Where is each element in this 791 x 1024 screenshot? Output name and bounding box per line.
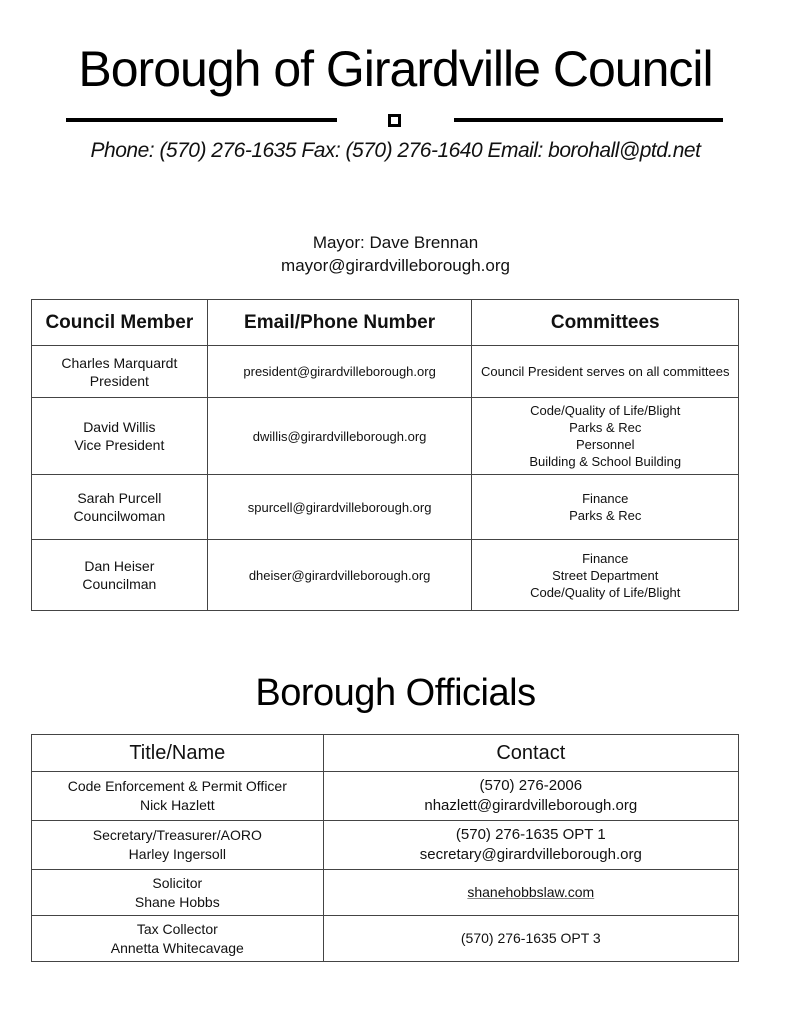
official-title: Code Enforcement & Permit Officer — [67, 778, 287, 794]
member-cell — [32, 475, 208, 540]
page-title: Borough of Girardville Council — [78, 41, 713, 97]
table-header-row — [32, 300, 739, 346]
table-row — [32, 870, 739, 916]
committees-cell — [472, 398, 739, 475]
committee: Finance — [582, 491, 629, 506]
mayor-email[interactable]: mayor@girardvilleborough.org — [281, 256, 510, 275]
official-name: Harley Ingersoll — [128, 846, 226, 862]
committee: Council President serves on all committees — [480, 364, 730, 379]
mayor-label: Mayor: Dave Brennan — [312, 233, 479, 252]
official-name: Annetta Whitecavage — [110, 939, 244, 956]
table-header-row — [32, 735, 739, 772]
member-cell — [32, 540, 208, 611]
member-role: Councilwoman — [73, 508, 166, 524]
committee: Code/Quality of Life/Blight — [530, 403, 681, 418]
contact-cell — [323, 772, 738, 821]
official-cell — [32, 821, 324, 870]
table-row — [32, 821, 739, 870]
column-header: Email/Phone Number — [207, 300, 472, 346]
member-cell — [32, 398, 208, 475]
column-header: Contact — [323, 735, 738, 772]
committee: Finance — [582, 550, 629, 566]
member-name: David Willis — [83, 419, 156, 435]
official-phone: (570) 276-2006 — [479, 777, 583, 794]
member-email[interactable]: dheiser@girardvilleborough.org — [207, 540, 472, 611]
member-name: Dan Heiser — [84, 558, 155, 574]
table-row — [32, 475, 739, 540]
contact-line: Phone: (570) 276-1635 Fax: (570) 276-1640 Email: borohall@ptd.net — [90, 139, 701, 162]
official-email[interactable]: secretary@girardvilleborough.org — [419, 846, 642, 863]
mayor-block — [0, 231, 791, 277]
member-name: Charles Marquardt — [61, 354, 178, 371]
contact-cell — [323, 821, 738, 870]
official-cell — [32, 870, 324, 916]
committee: Code/Quality of Life/Blight — [530, 584, 681, 600]
divider-left — [66, 118, 337, 122]
member-role: Councilman — [82, 576, 157, 592]
member-email[interactable]: dwillis@girardvilleborough.org — [207, 398, 472, 475]
member-name: Sarah Purcell — [77, 490, 162, 506]
column-header: Title/Name — [32, 735, 324, 772]
contact-cell — [323, 870, 738, 916]
committee: Parks & Rec — [569, 420, 642, 435]
table-row — [32, 916, 739, 962]
committees-cell — [472, 540, 739, 611]
table-row — [32, 346, 739, 398]
solicitor-website-link[interactable]: shanehobbslaw.com — [467, 884, 595, 900]
section-title-officials: Borough Officials — [255, 672, 536, 714]
official-name: Nick Hazlett — [139, 797, 215, 813]
committee: Street Department — [552, 567, 659, 583]
column-header: Council Member — [32, 300, 208, 346]
committees-cell — [472, 475, 739, 540]
official-phone: (570) 276-1635 OPT 3 — [460, 930, 601, 946]
member-email[interactable]: spurcell@girardvilleborough.org — [207, 475, 472, 540]
member-role: President — [89, 372, 149, 389]
member-cell — [32, 346, 208, 398]
member-role: Vice President — [74, 437, 165, 453]
council-table — [31, 299, 739, 611]
contact-cell — [323, 916, 738, 962]
table-row — [32, 540, 739, 611]
official-title: Solicitor — [152, 874, 203, 891]
committees-cell — [472, 346, 739, 398]
square-ornament-icon — [388, 114, 401, 127]
member-email[interactable]: president@girardvilleborough.org — [207, 346, 472, 398]
official-phone: (570) 276-1635 OPT 1 — [455, 826, 606, 843]
committee: Building & School Building — [529, 454, 682, 469]
official-title: Secretary/Treasurer/AORO — [92, 827, 262, 843]
table-row — [32, 772, 739, 821]
officials-table — [31, 734, 739, 962]
divider-right — [454, 118, 723, 122]
official-name: Shane Hobbs — [134, 893, 220, 910]
official-cell — [32, 772, 324, 821]
table-row — [32, 398, 739, 475]
column-header: Committees — [472, 300, 739, 346]
official-title: Tax Collector — [136, 920, 218, 937]
official-email[interactable]: nhazlett@girardvilleborough.org — [424, 797, 638, 814]
committee: Personnel — [575, 437, 635, 452]
committee: Parks & Rec — [569, 508, 642, 523]
official-cell — [32, 916, 324, 962]
